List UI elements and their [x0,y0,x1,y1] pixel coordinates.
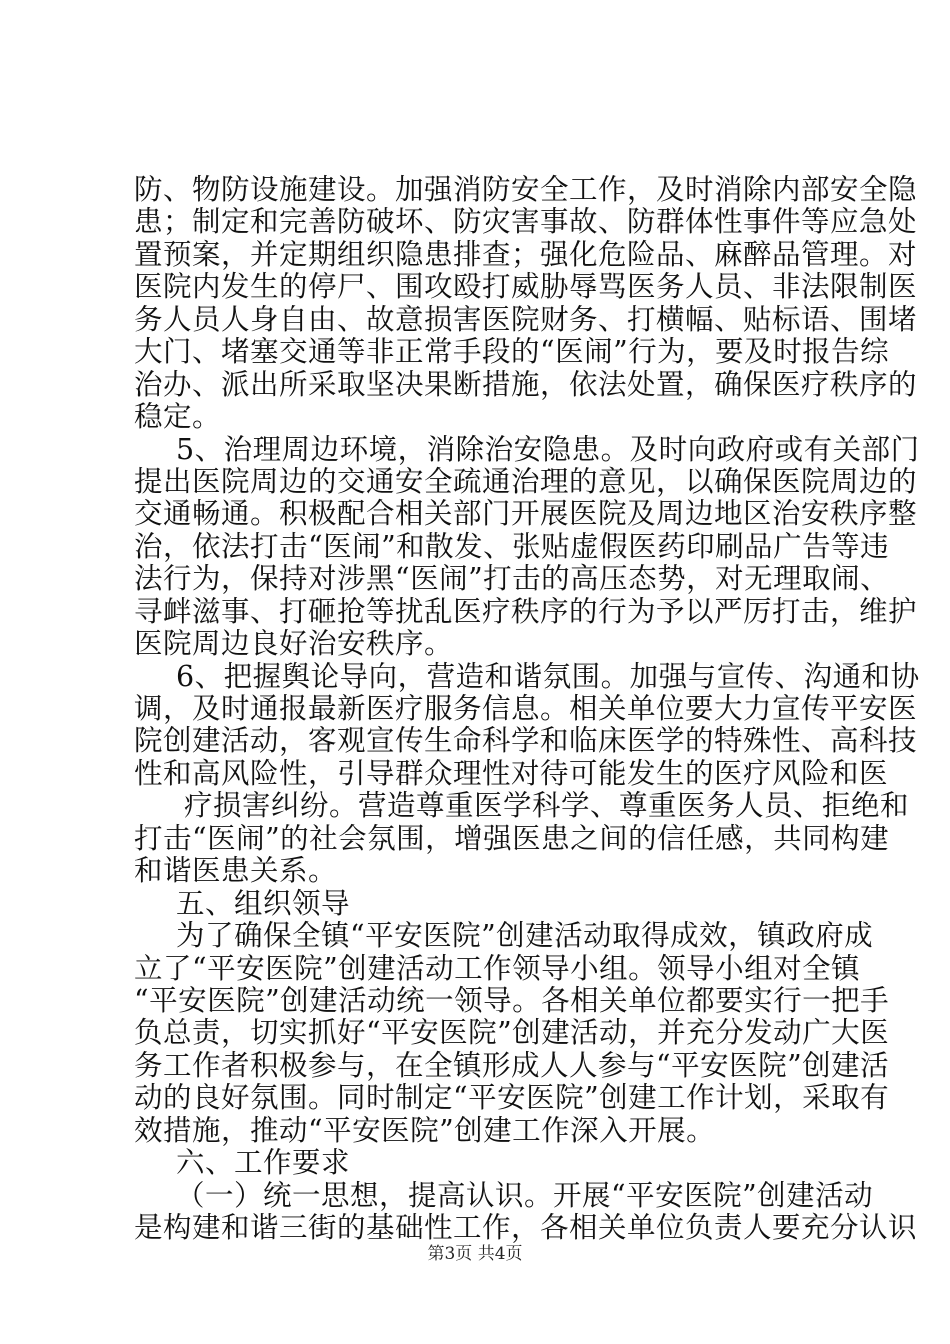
text-line: 是构建和谐三街的基础性工作，各相关单位负责人要充分认识 [134,1211,918,1244]
page-footer: 第3页 共4页 [427,1244,523,1264]
text-line: 患；制定和完善防破坏、防灾害事故、防群体性事件等应急处 [134,205,918,238]
text-line: 大门、堵塞交通等非正常手段的“医闹”行为，要及时报告综 [134,335,890,368]
text-line: 负总责，切实抓好“平安医院”创建活动，并充分发动广大医 [134,1016,890,1049]
text-line: 院创建活动，客观宣传生命科学和临床医学的特殊性、高科技 [134,724,918,757]
paragraph-start-line: 疗损害纠纷。营造尊重医学科学、尊重医务人员、拒绝和 [184,789,910,822]
text-line: 务工作者积极参与，在全镇形成人人参与“平安医院”创建活 [134,1049,890,1082]
paragraph-start-line: 6、把握舆论导向，营造和谐氛围。加强与宣传、沟通和协 [176,660,920,693]
text-line: 务人员人身自由、故意损害医院财务、打横幅、贴标语、围堵 [134,303,918,336]
text-line: 医院周边良好治安秩序。 [134,627,454,660]
text-line: 性和高风险性，引导群众理性对待可能发生的医疗风险和医 [134,757,889,790]
text-line: 效措施，推动“平安医院”创建工作深入开展。 [134,1114,716,1147]
text-line: 打击“医闹”的社会氛围，增强医患之间的信任感，共同构建 [134,822,890,855]
text-line: 治，依法打击“医闹”和散发、张贴虚假医药印刷品广告等违 [134,530,890,563]
text-line: 立了“平安医院”创建活动工作领导小组。领导小组对全镇 [134,952,861,985]
text-line: 动的良好氛围。同时制定“平安医院”创建工作计划，采取有 [134,1081,890,1114]
text-line: 提出医院周边的交通安全疏通治理的意见，以确保医院周边的 [134,465,918,498]
section-heading: 五、组织领导 [176,887,351,920]
text-line: 交通畅通。积极配合相关部门开展医院及周边地区治安秩序整 [134,497,918,530]
text-line: 防、物防设施建设。加强消防安全工作，及时消除内部安全隐 [134,173,918,206]
text-line: 稳定。 [134,400,222,433]
text-line: 置预案，并定期组织隐患排查；强化危险品、麻醉品管理。对 [134,238,918,271]
text-line: 调，及时通报最新医疗服务信息。相关单位要大力宣传平安医 [134,692,918,725]
text-line: “平安医院”创建活动统一领导。各相关单位都要实行一把手 [134,984,890,1017]
paragraph-start-line: 为了确保全镇“平安医院”创建活动取得成效，镇政府成 [176,919,874,952]
text-line: 寻衅滋事、打砸抢等扰乱医疗秩序的行为予以严厉打击，维护 [134,595,918,628]
text-line: 医院内发生的停尸、围攻殴打威胁辱骂医务人员、非法限制医 [134,270,918,303]
paragraph-start-line: 5、治理周边环境，消除治安隐患。及时向政府或有关部门 [176,433,920,466]
text-line: 和谐医患关系。 [134,854,338,887]
paragraph-start-line: （一）统一思想，提高认识。开展“平安医院”创建活动 [176,1179,874,1212]
text-line: 治办、派出所采取坚决果断措施，依法处置，确保医疗秩序的 [134,368,918,401]
text-line: 法行为，保持对涉黑“医闹”打击的高压态势，对无理取闹、 [134,562,890,595]
section-heading: 六、工作要求 [176,1146,351,1179]
